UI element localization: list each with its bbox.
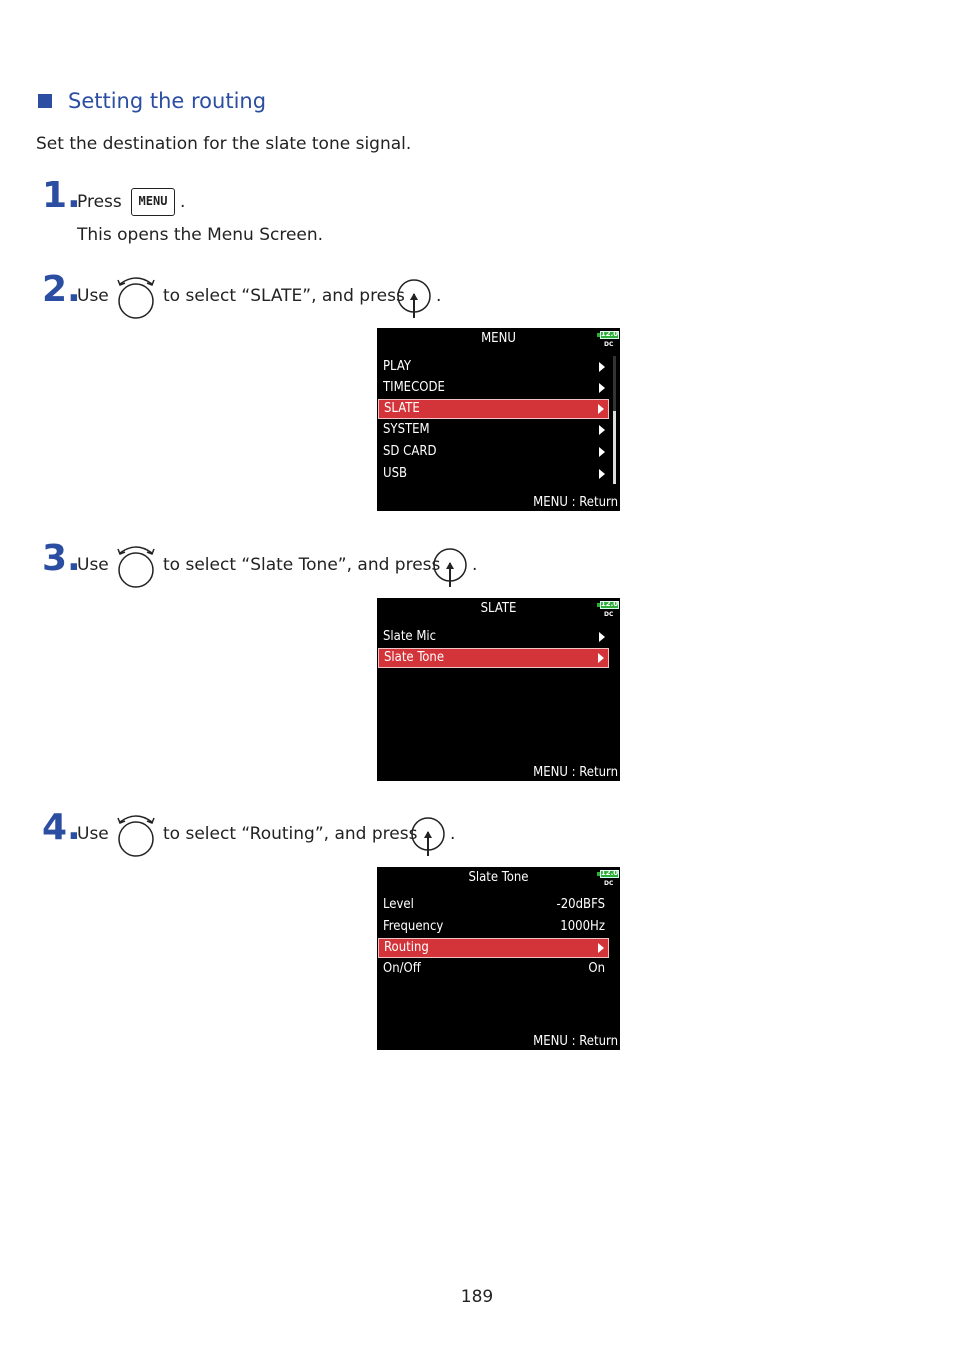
- menu-item-slate-mic[interactable]: Slate Mic: [378, 627, 609, 647]
- dial-press-icon: [431, 547, 471, 589]
- arrow-right-icon: [598, 943, 604, 953]
- menu-key-label: MENU: [131, 188, 175, 216]
- battery-icon: 12.0 DC: [597, 601, 619, 621]
- arrow-right-icon: [599, 447, 605, 457]
- section-heading: [38, 86, 266, 116]
- step-2-prefix: Use: [77, 286, 109, 306]
- frequency-value: 1000Hz: [560, 919, 605, 934]
- step-4-prefix: Use: [77, 824, 109, 844]
- menu-item-routing[interactable]: Routing: [378, 938, 609, 958]
- menu-key-icon: [131, 188, 175, 216]
- step-1-sub: This opens the Menu Screen.: [77, 225, 324, 245]
- battery-icon: 12.0 DC: [597, 331, 619, 351]
- screen-title: MENU: [481, 331, 516, 346]
- step-3-middle: to select “Slate Tone”, and press: [163, 555, 441, 575]
- menu-item-timecode[interactable]: TIMECODE: [378, 378, 609, 398]
- menu-item-usb[interactable]: USB: [378, 464, 609, 484]
- step-2-suffix: .: [436, 286, 442, 306]
- arrow-right-icon: [599, 383, 605, 393]
- dial-icon: [115, 274, 157, 320]
- step-1-number: 1.: [42, 175, 81, 216]
- screen-footer: MENU : Return: [533, 495, 618, 510]
- menu-screen: [377, 328, 620, 511]
- screen-footer: MENU : Return: [533, 765, 618, 780]
- menu-item-play[interactable]: PLAY: [378, 357, 609, 377]
- menu-item-slate[interactable]: SLATE: [378, 399, 609, 419]
- arrow-right-icon: [599, 362, 605, 372]
- arrow-right-icon: [598, 404, 604, 414]
- menu-item-slate-tone[interactable]: Slate Tone: [378, 648, 609, 668]
- dial-press-icon: [409, 816, 449, 858]
- screen-title: SLATE: [480, 601, 517, 616]
- dial-press-icon: [395, 278, 435, 320]
- step-4-middle: to select “Routing”, and press: [163, 824, 418, 844]
- slate-tone-screen: [377, 867, 620, 1050]
- step-4-suffix: .: [450, 824, 456, 844]
- heading-square-icon: [38, 94, 52, 108]
- battery-icon: 12.0 DC: [597, 870, 619, 890]
- screen-footer: MENU : Return: [533, 1034, 618, 1049]
- step-4-number: 4.: [42, 807, 81, 848]
- page-number: 189: [460, 1287, 494, 1307]
- arrow-right-icon: [599, 469, 605, 479]
- scrollbar-thumb[interactable]: [613, 411, 616, 484]
- step-1-prefix: Press: [77, 192, 122, 212]
- step-3-suffix: .: [472, 555, 478, 575]
- heading-text: Setting the routing: [68, 89, 267, 113]
- menu-item-frequency[interactable]: Frequency 1000Hz: [378, 917, 609, 937]
- on-off-value: On: [588, 961, 605, 976]
- arrow-right-icon: [599, 632, 605, 642]
- step-1-suffix: .: [180, 192, 186, 212]
- menu-item-sd-card[interactable]: SD CARD: [378, 442, 609, 462]
- screen-title: Slate Tone: [468, 870, 529, 885]
- step-2-number: 2.: [42, 269, 81, 310]
- arrow-right-icon: [599, 425, 605, 435]
- step-3-number: 3.: [42, 538, 81, 579]
- menu-item-on-off[interactable]: On/Off On: [378, 959, 609, 979]
- slate-screen: [377, 598, 620, 781]
- intro-text: Set the destination for the slate tone signal.: [36, 134, 412, 154]
- step-2-middle: to select “SLATE”, and press: [163, 286, 405, 306]
- level-value: -20dBFS: [556, 897, 605, 912]
- step-3-prefix: Use: [77, 555, 109, 575]
- arrow-right-icon: [598, 653, 604, 663]
- menu-item-system[interactable]: SYSTEM: [378, 420, 609, 440]
- scrollbar[interactable]: [613, 356, 616, 484]
- dial-icon: [115, 812, 157, 858]
- menu-item-level[interactable]: Level -20dBFS: [378, 895, 609, 915]
- dial-icon: [115, 543, 157, 589]
